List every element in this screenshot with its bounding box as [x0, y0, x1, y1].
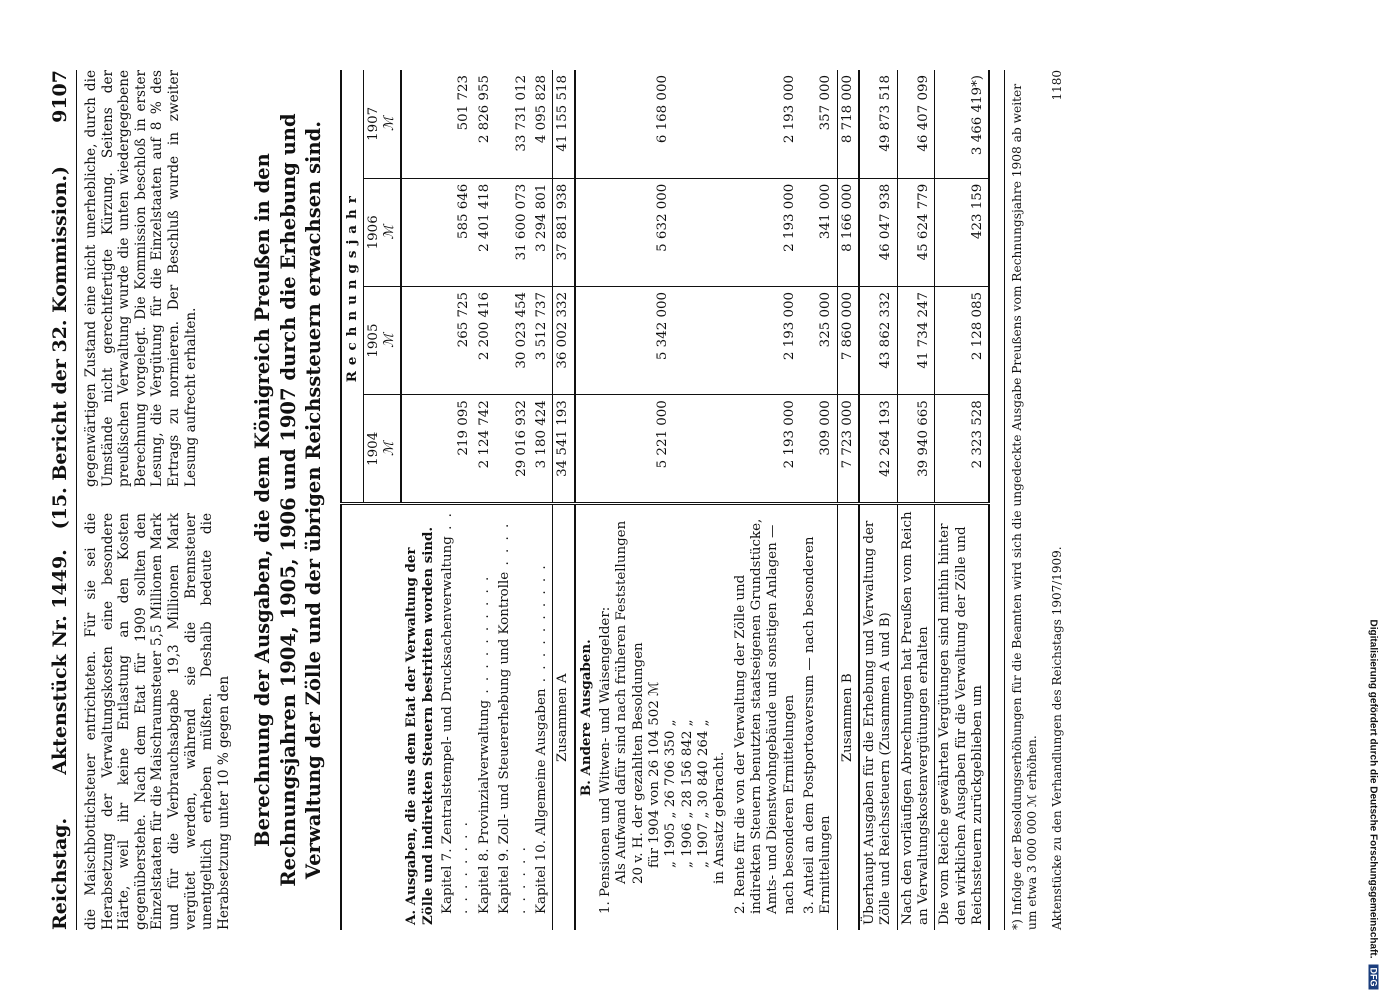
table-row: Kapitel 8. Provinzialverwaltung . . . 2 124 742 2 200 416 2 401 418 2 826 955 — [474, 70, 494, 930]
footer-number: 1180 — [1049, 70, 1064, 101]
year-header-1904: 1904 ℳ — [363, 395, 401, 504]
table-head-row-1 — [341, 70, 363, 930]
year-header-1906: 1906 ℳ — [363, 178, 401, 286]
b2-row: 2. Rente für die von der Verwaltung der Zölle und indirekten Steuern benutzten staatseigenen Grundstücke, Amts- und Dienstwohngebäude und sonstigen Anlagen — nach besonderen Ermittelungen 2 193 000 2 193 000 2 193 000 2 193 000 — [730, 70, 799, 930]
dfg-sidebar — [1366, 14, 1380, 989]
table-row: Kapitel 9. Zoll- und Steuererhebung und Kontrolle . . . 29 016 932 30 023 454 31 600 073 33 731 012 — [495, 70, 532, 930]
document-page — [27, 30, 1357, 970]
page-number: 9107 — [48, 70, 71, 123]
header-rule — [76, 70, 77, 930]
page-header — [49, 70, 72, 930]
dfg-credit-text: Digitalisierung gefördert durch die Deutsche Forschungsgemeinschaft. — [1368, 619, 1379, 958]
dfg-logo-icon: DFG — [1369, 964, 1379, 989]
header-left: Reichstag. — [48, 817, 71, 930]
total-row: Überhaupt Ausgaben für die Erhebung und Verwaltung der Zölle und Reichssteuern (Zusammen A und B) 42 264 193 43 862 332 46 047 938 49 873 518 — [859, 70, 897, 930]
year-header-1905: 1905 ℳ — [363, 286, 401, 394]
difference-row: Die vom Reiche gewährten Vergütungen sind mithin hinter den wirklichen Ausgaben für die Verwaltung der Zölle und Reichssteuern zurückgeblieben um 2 323 528 2 128 085 423 159 3 466 419*) — [934, 70, 989, 930]
b3-row: 3. Anteil an dem Postportoaversum — nach besonderen Ermittelungen 309 000 325 000 341 000 357 000 — [800, 70, 837, 930]
sum-b-row: Zusammen B 7 723 000 7 860 000 8 166 000 8 718 000 — [837, 70, 859, 930]
rechnungsjahr-header: Rechnungsjahr — [341, 70, 363, 504]
table-heading: Berechnung der Ausgaben, die dem Königreich Preußen in den Rechnungsjahren 1904, 1905, 1906 und 1907 durch die Erhebung und Verwaltung der Zölle und der übrigen Reichssteuern erwachsen sind. — [250, 113, 325, 887]
table-row: Kapitel 7. Zentralstempel- und Drucksachenverwaltung . . . 219 095 265 725 585 646 501 723 — [438, 70, 475, 930]
section-a-row — [401, 70, 438, 930]
page-footer — [1050, 70, 1065, 930]
section-a-label: A. Ausgaben, die aus dem Etat der Verwaltung der Zölle und indirekten Steuern bestritten worden sind. — [401, 504, 438, 930]
footnote: *) Infolge der Besoldungserhöhungen für die Beamten wird sich die ungedeckte Ausgabe Preußens vom Rechnungsjahre 1908 ab weiter um etwa 3 000 000 ℳ erhöhen. — [1004, 70, 1040, 930]
intro-col-2: gegenwärtigen Zustand eine nicht unerhebliche, durch die Umstände nicht gerechtfertigte Kürzung. Seitens der preußischen Verwaltung wurde die unten wiedergegebene Berechnung vorgelegt. Die Kommission beschloß in erster Lesung, die Vergütung für die Einzelstaaten auf 8 % des Ertrags zu normieren. Der Beschluß wurde in zweiter Lesung aufrecht erhalten. — [82, 70, 199, 487]
year-header-1907: 1907 ℳ — [363, 70, 401, 178]
desc-header-cell — [341, 504, 401, 930]
footer-source: Aktenstücke zu den Verhandlungen des Reichstags 1907/1909. — [1049, 546, 1064, 930]
reimbursement-row: Nach den vorläufigen Abrechnungen hat Preußen vom Reich an Verwaltungskostenvergütungen erhalten 39 940 665 41 734 247 45 624 779 46 407 099 — [897, 70, 935, 930]
b1-row: 1. Pensionen und Witwen- und Waisengelder: Als Aufwand dafür sind nach früheren Feststellungen 20 v. H. der gezahlten Besoldungen für 1904 von 26 104 502 ℳ „ 1905 „ 26 706 350 „ „ 1906 „ 28 156 842 „ „ 1907 „ 30 840 264 „ in Ansatz gebracht. 5 221 000 5 342 000 5 632 000 6 168 000 — [595, 70, 730, 930]
section-b-row: B. Andere Ausgaben. — [574, 70, 595, 930]
header-middle: Aktenstück Nr. 1449. (15. Bericht der 32. Kommission.) — [48, 165, 71, 775]
intro-columns — [83, 70, 232, 930]
sum-a-row: Zusammen A 34 541 193 36 002 332 37 881 938 41 155 518 — [552, 70, 574, 930]
intro-col-1: die Maischbottichsteuer entrichteten. Für sie sei die Herabsetzung der Verwaltungskosten eine besondere Härte, weil ihr keine Entlastung an den Kosten gegenüberstehe. Nach dem Etat für 1909 sollten den Einzelstaaten für die Maischraumsteuer 5,5 Millionen Mark und für die Verbrauchsabgabe 19,3 Millionen Mark vergütet werden, während sie die Brennsteuer unentgeltlich erheben müßten. Deshalb bedeute die Herabsetzung unter 10 % gegen den — [82, 513, 232, 930]
table-row: Kapitel 10. Allgemeine Ausgaben . . . 3 180 424 3 512 737 3 294 801 4 095 828 — [531, 70, 552, 930]
expense-table — [340, 70, 990, 930]
